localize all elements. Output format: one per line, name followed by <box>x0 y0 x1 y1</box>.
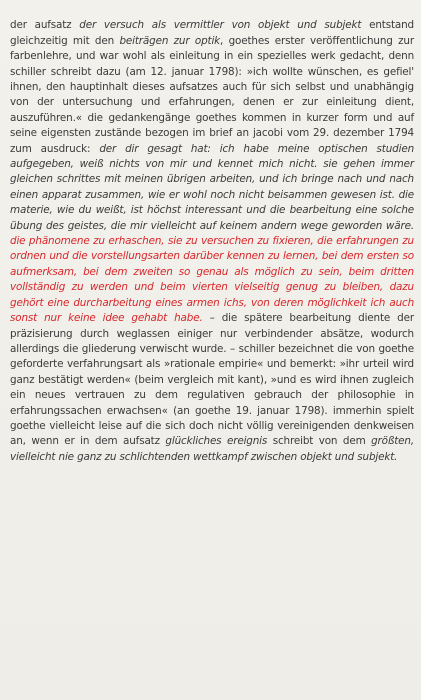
italic-quote-segment: der dir gesagt hat: ich habe meine optischen studien aufgegeben, weiß nichts von mir und kennet mich nicht. sie gehen immer gleichen schrittes mit meinen übrigen arbeiten, und ich bringe nach und nach einen apparat zusammen, wie er wohl noch nicht beisammen gewesen ist. die materie, wie du weißt, ist höchst interessant und die bearbeitung eine solche übung des geistes, die mir vielleicht auf keinem andern wege geworden wäre. <box>10 142 415 232</box>
text-segment: – die spätere bearbeitung diente der präzisierung durch weglassen einiger nur verbindender absätze, wodurch allerdings die gliederung verwischt wurde. – schiller bezeichnet die von goethe geforderte verfahrungsart als »rationale empirie« und bemerkt: »ihr urteil wird ganz bestätigt werden« (beim vergleich mit kant), »und es wird ihnen zugleich ein neues vertrauen zu dem regulativen gebrauch der philosophie in erfahrungssachen erwachsen« (an goethe 19. januar 1798). immerhin spielt goethe vielleicht leise auf die sich doch nicht völlig vereinigenden denkweisen an, wenn er in dem aufsatz <box>10 312 414 448</box>
text-segment: , goethes erster veröffentlichung zur farbenlehre, und war wohl als einleitung in ein spezielles werk gedacht, denn schiller schreibt dazu (am 12. januar 1798): »ich wollte wünschen, es gefiel' ihnen, den hauptinhalt dieses aufsatzes auch für sich selbst und unabhängig von der untersuchung und erfahrungen, denen er zur einleitung dient, auszuführen.« die gedankengänge goethes kommen in kurzer form und auf seine eigensten zustände bezogen im brief an jacobi vom 29. dezember 1794 zum ausdruck: <box>10 34 414 155</box>
text-segment: der aufsatz <box>10 19 80 32</box>
italic-quote-segment: beiträgen zur optik <box>119 34 221 47</box>
italic-quote-segment: größten, vielleicht nie ganz zu schlichtenden wettkampf zwischen objekt und subjekt. <box>10 435 414 463</box>
text-segment: schreibt von dem <box>267 435 372 448</box>
red-highlighted-quote: die phänomene zu erhaschen, sie zu versuchen zu fixieren, die erfahrungen zu ordnen und die vorstellungsarten darüber kennen zu lernen, bei dem ersten so aufmerksam, bei dem zweiten so genau als möglich zu sein, beim dritten vollständig zu werden und beim vierten vielseitig genug zu bleiben, dazu gehört eine durcharbeitung eines armen ichs, von deren möglichkeit ich auch sonst nur keine idee gehabt habe. <box>10 235 414 325</box>
italic-quote-segment: glückliches ereignis <box>165 435 268 448</box>
body-paragraph <box>10 18 414 465</box>
text-segment: entstand gleichzeitig mit den <box>10 19 414 47</box>
italic-quote-segment: der versuch als vermittler von objekt und subjekt <box>79 19 362 32</box>
